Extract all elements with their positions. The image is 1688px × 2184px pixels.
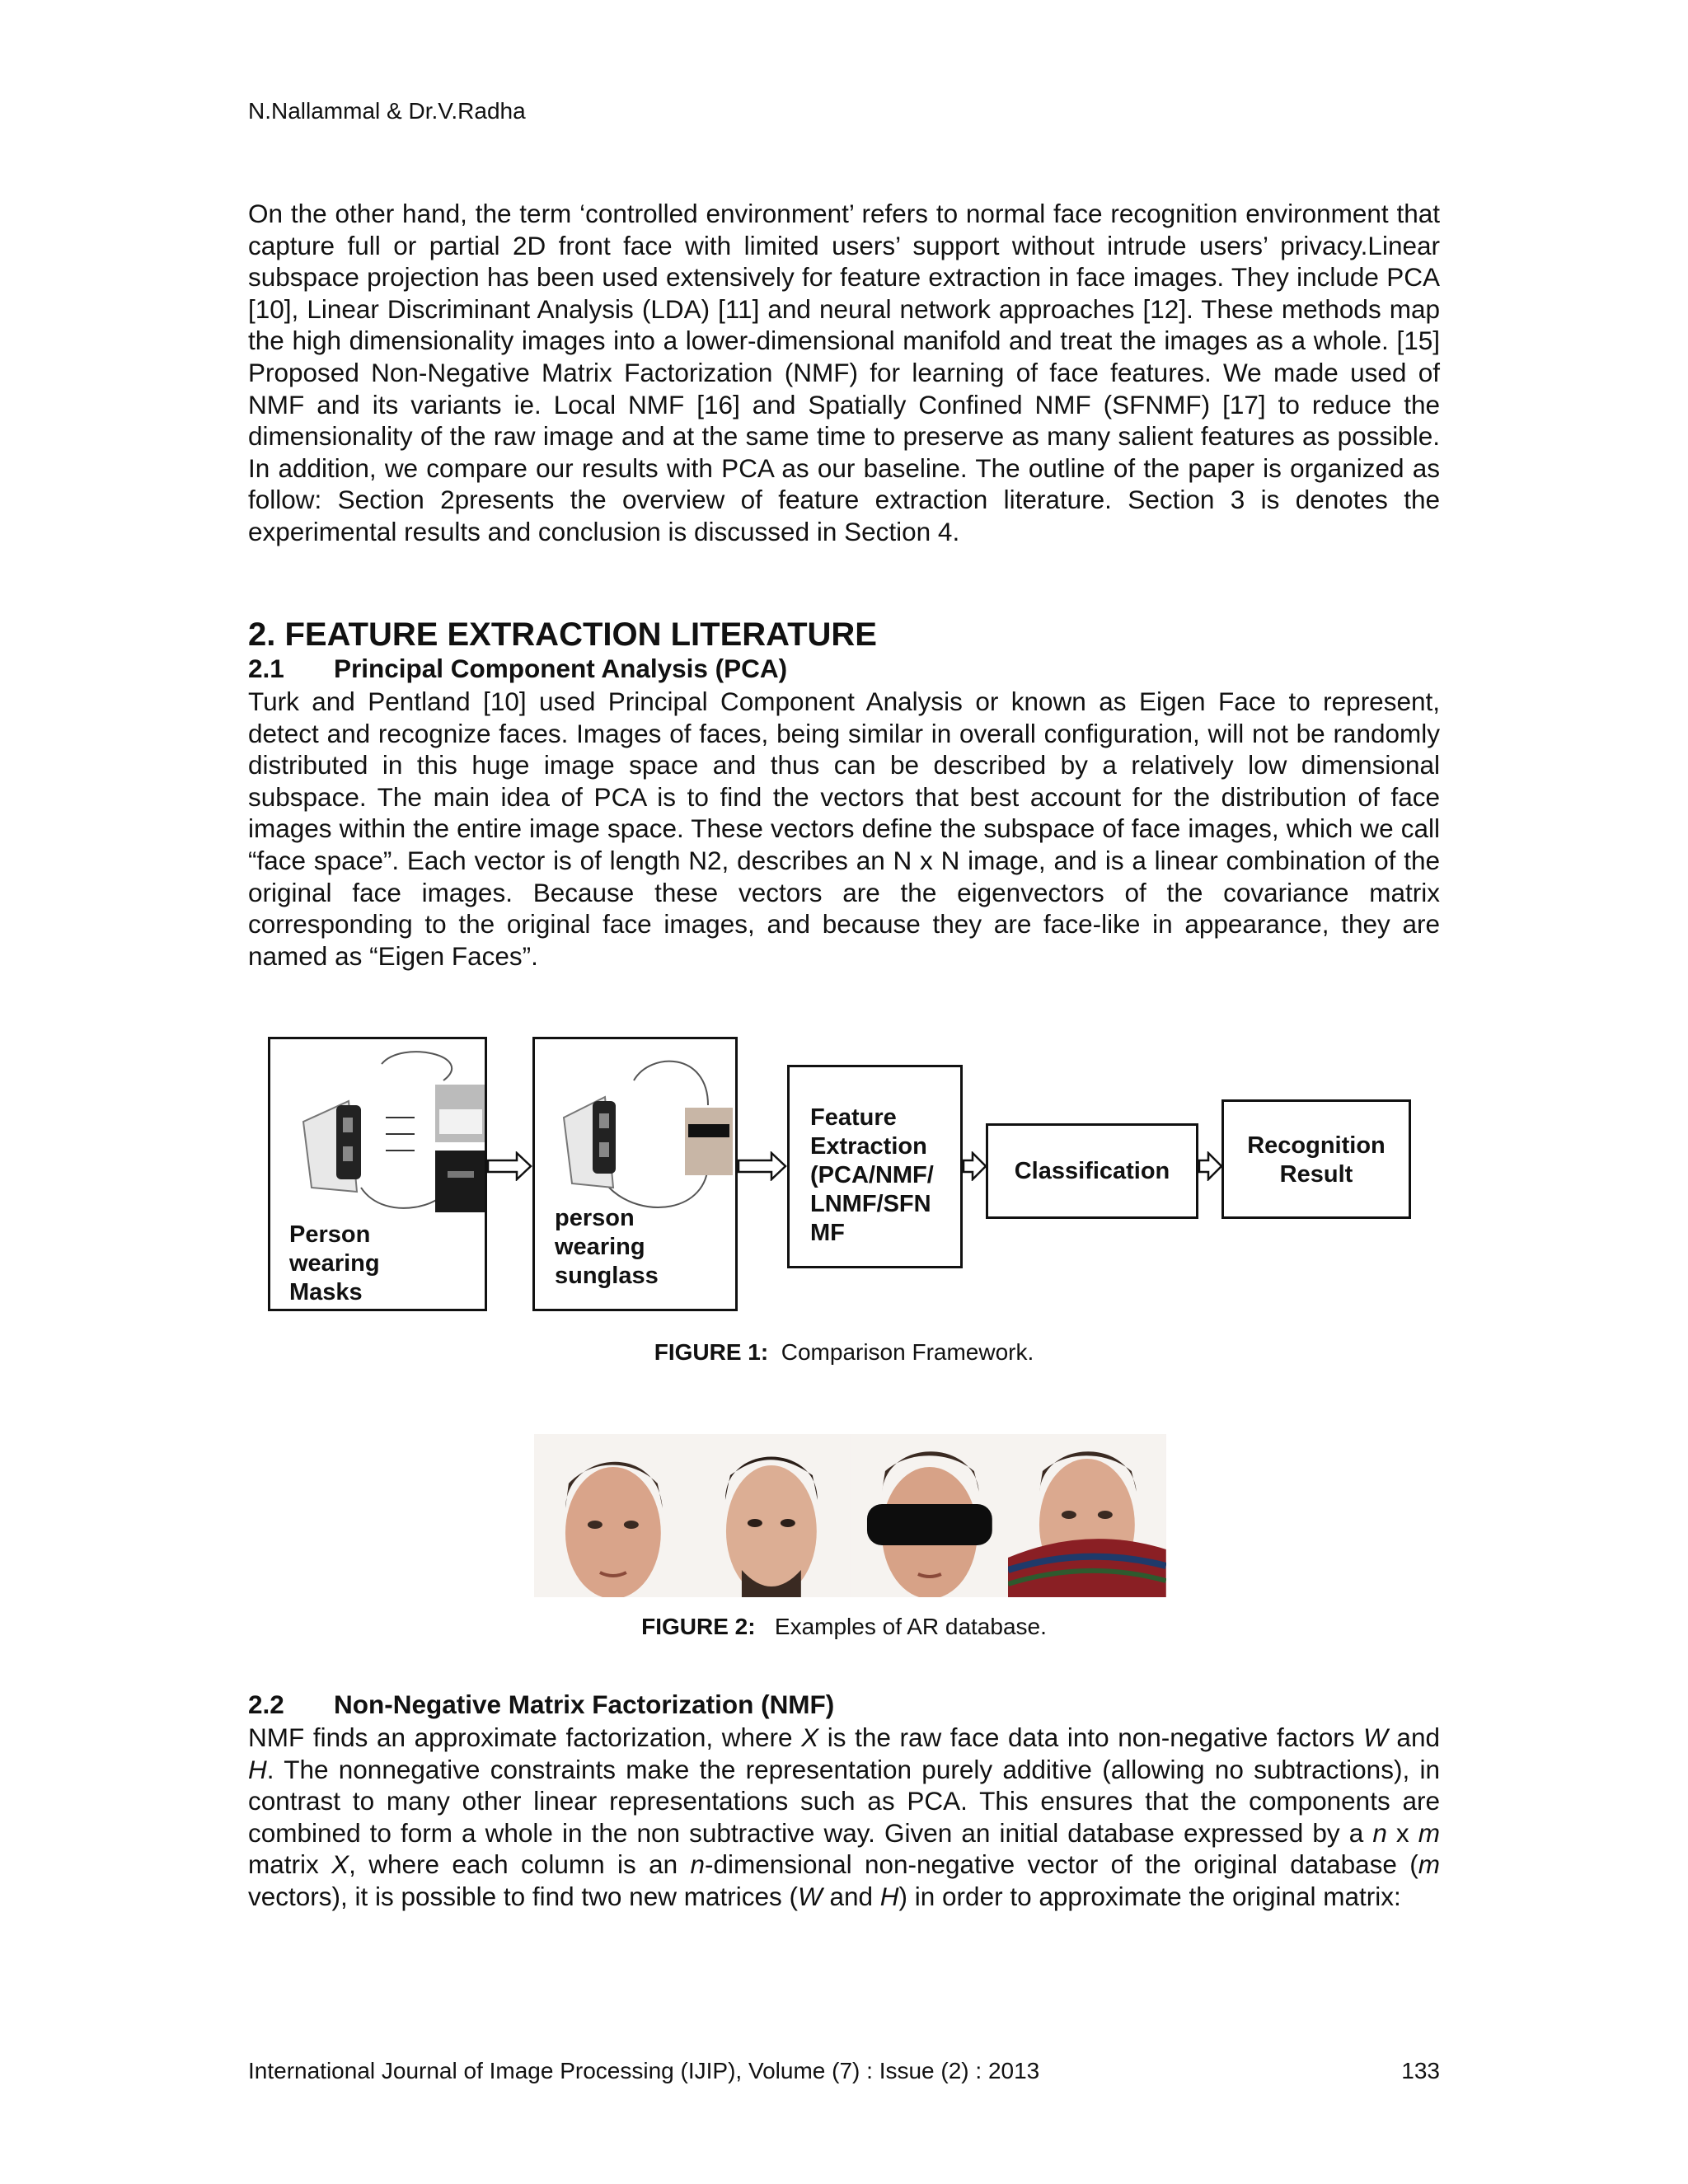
caption-label: FIGURE 1: — [654, 1339, 769, 1365]
subsection-number: 2.2 — [248, 1690, 284, 1719]
section-heading: 2. FEATURE EXTRACTION LITERATURE — [248, 616, 877, 653]
box3-line: (PCA/NMF/ — [810, 1162, 934, 1188]
subsection-heading-pca — [248, 654, 787, 684]
face-image — [534, 1434, 692, 1597]
text-run: and — [822, 1881, 880, 1911]
camera-icon — [279, 1047, 485, 1212]
math-symbol: W — [797, 1881, 823, 1911]
box3-line: MF — [810, 1220, 845, 1246]
figure-1-caption — [0, 1339, 1688, 1366]
box-person-masks — [268, 1037, 487, 1311]
box1-label — [289, 1221, 380, 1307]
page-number: 133 — [1401, 2058, 1440, 2083]
pca-paragraph — [248, 686, 1440, 972]
box1-line: Masks — [289, 1279, 363, 1305]
text-run: ) in order to approximate the original matrix: — [898, 1881, 1401, 1911]
text-run: . The nonnegative constraints make the representation purely additive (allowing no subtractions), in contrast to many other linear representations such as PCA. This ensures that the components are combined to form a whole in the non subtractive way. Given an initial database expressed by a — [248, 1754, 1440, 1848]
face-image — [1008, 1434, 1166, 1597]
math-symbol: H — [879, 1881, 899, 1911]
text-run: matrix — [248, 1849, 332, 1880]
math-symbol: m — [1418, 1817, 1440, 1848]
subsection-title: Non-Negative Matrix Factorization (NMF) — [334, 1690, 835, 1719]
caption-label: FIGURE 2: — [641, 1614, 756, 1639]
figure-2-caption — [0, 1614, 1688, 1640]
face-image — [851, 1434, 1009, 1597]
footer-journal: International Journal of Image Processing (IJIP), Volume (7) : Issue (2) : 2013 — [248, 2058, 1040, 2083]
box1-line: Person — [289, 1221, 371, 1248]
box3-line: Extraction — [810, 1133, 927, 1160]
math-symbol: X — [331, 1849, 349, 1880]
arrow-icon — [963, 1151, 987, 1181]
box3-line: LNMF/SFN — [810, 1191, 931, 1217]
subsection-title: Principal Component Analysis (PCA) — [334, 654, 788, 683]
box2-line: person — [555, 1205, 635, 1231]
arrow-icon — [487, 1151, 532, 1181]
face-image — [692, 1434, 851, 1597]
box-classification — [986, 1123, 1198, 1219]
box2-line: sunglass — [555, 1263, 659, 1289]
text-run: -dimensional non-negative vector of the original database ( — [705, 1849, 1418, 1880]
subsection-heading-nmf — [248, 1690, 834, 1720]
caption-text: Examples of AR database. — [774, 1614, 1047, 1639]
box3-line: Feature — [810, 1104, 897, 1131]
running-header-author: N.Nallammal & Dr.V.Radha — [248, 98, 526, 124]
text-run: and — [1387, 1722, 1440, 1752]
math-symbol: n — [690, 1849, 705, 1880]
page-footer — [248, 2058, 1440, 2084]
figure-2-faces — [534, 1434, 1166, 1597]
math-symbol: n — [1372, 1817, 1387, 1848]
box5-line: Result — [1279, 1161, 1353, 1188]
arrow-icon — [1198, 1151, 1223, 1181]
nmf-paragraph — [248, 1722, 1440, 1913]
box-feature-extraction — [787, 1065, 963, 1268]
box-person-sunglass — [532, 1037, 738, 1311]
arrow-icon — [738, 1151, 787, 1181]
box-recognition-result — [1221, 1099, 1411, 1219]
camera-icon — [543, 1047, 737, 1212]
subsection-number: 2.1 — [248, 654, 284, 683]
math-symbol: X — [801, 1722, 819, 1752]
intro-paragraph — [248, 198, 1440, 548]
box3-label — [810, 1104, 934, 1248]
math-symbol: H — [248, 1754, 267, 1784]
pca-text: Turk and Pentland [10] used Principal Component Analysis or known as Eigen Face to represent, detect and recognize faces. Images of faces, being similar in overall configuration, will not be randomly distributed in this huge image space and thus can be described by a relatively low dimensional subspace. The main idea of PCA is to find the vectors that best account for the distribution of face images within the entire image space. These vectors define the subspace of face images, which we call “face space”. Each vector is of length N2, describes an N x N image, and is a linear combination of the original face images. Because these vectors are the eigenvectors of the covariance matrix corresponding to the original face images, and because they are face-like in appearance, they are named as “Eigen Faces”. — [248, 687, 1440, 971]
box5-label — [1224, 1132, 1409, 1189]
math-symbol: m — [1418, 1849, 1440, 1880]
caption-text: Comparison Framework. — [781, 1339, 1034, 1365]
text-run: , where each column is an — [349, 1849, 691, 1880]
box1-line: wearing — [289, 1250, 380, 1277]
text-run: NMF finds an approximate factorization, where — [248, 1722, 802, 1752]
text-run: is the raw face data into non-negative factors — [818, 1722, 1364, 1752]
box2-line: wearing — [555, 1234, 645, 1260]
text-run: vectors), it is possible to find two new matrices ( — [248, 1881, 798, 1911]
nmf-text — [248, 1722, 1440, 1913]
intro-text: On the other hand, the term ‘controlled environment’ refers to normal face recognition environment that capture full or partial 2D front face with limited users’ support without intrude users’ privacy.Linear subspace projection has been used extensively for feature extraction in face images. They include PCA [10], Linear Discriminant Analysis (LDA) [11] and neural network approaches [12]. These methods map the high dimensionality images into a lower-dimensional manifold and treat the images as a whole. [15] Proposed Non-Negative Matrix Factorization (NMF) for learning of face features. We made used of NMF and its variants ie. Local NMF [16] and Spatially Confined NMF (SFNMF) [17] to reduce the dimensionality of the raw image and at the same time to preserve as many salient features as possible. In addition, we compare our results with PCA as our baseline. The outline of the paper is organized as follow: Section 2presents the overview of feature extraction literature. Section 3 is denotes the experimental results and conclusion is discussed in Section 4. — [248, 199, 1440, 546]
math-symbol: W — [1363, 1722, 1388, 1752]
box5-line: Recognition — [1247, 1132, 1386, 1159]
box4-label: Classification — [1014, 1158, 1170, 1184]
box2-label — [555, 1204, 659, 1291]
text-run: x — [1386, 1817, 1418, 1848]
